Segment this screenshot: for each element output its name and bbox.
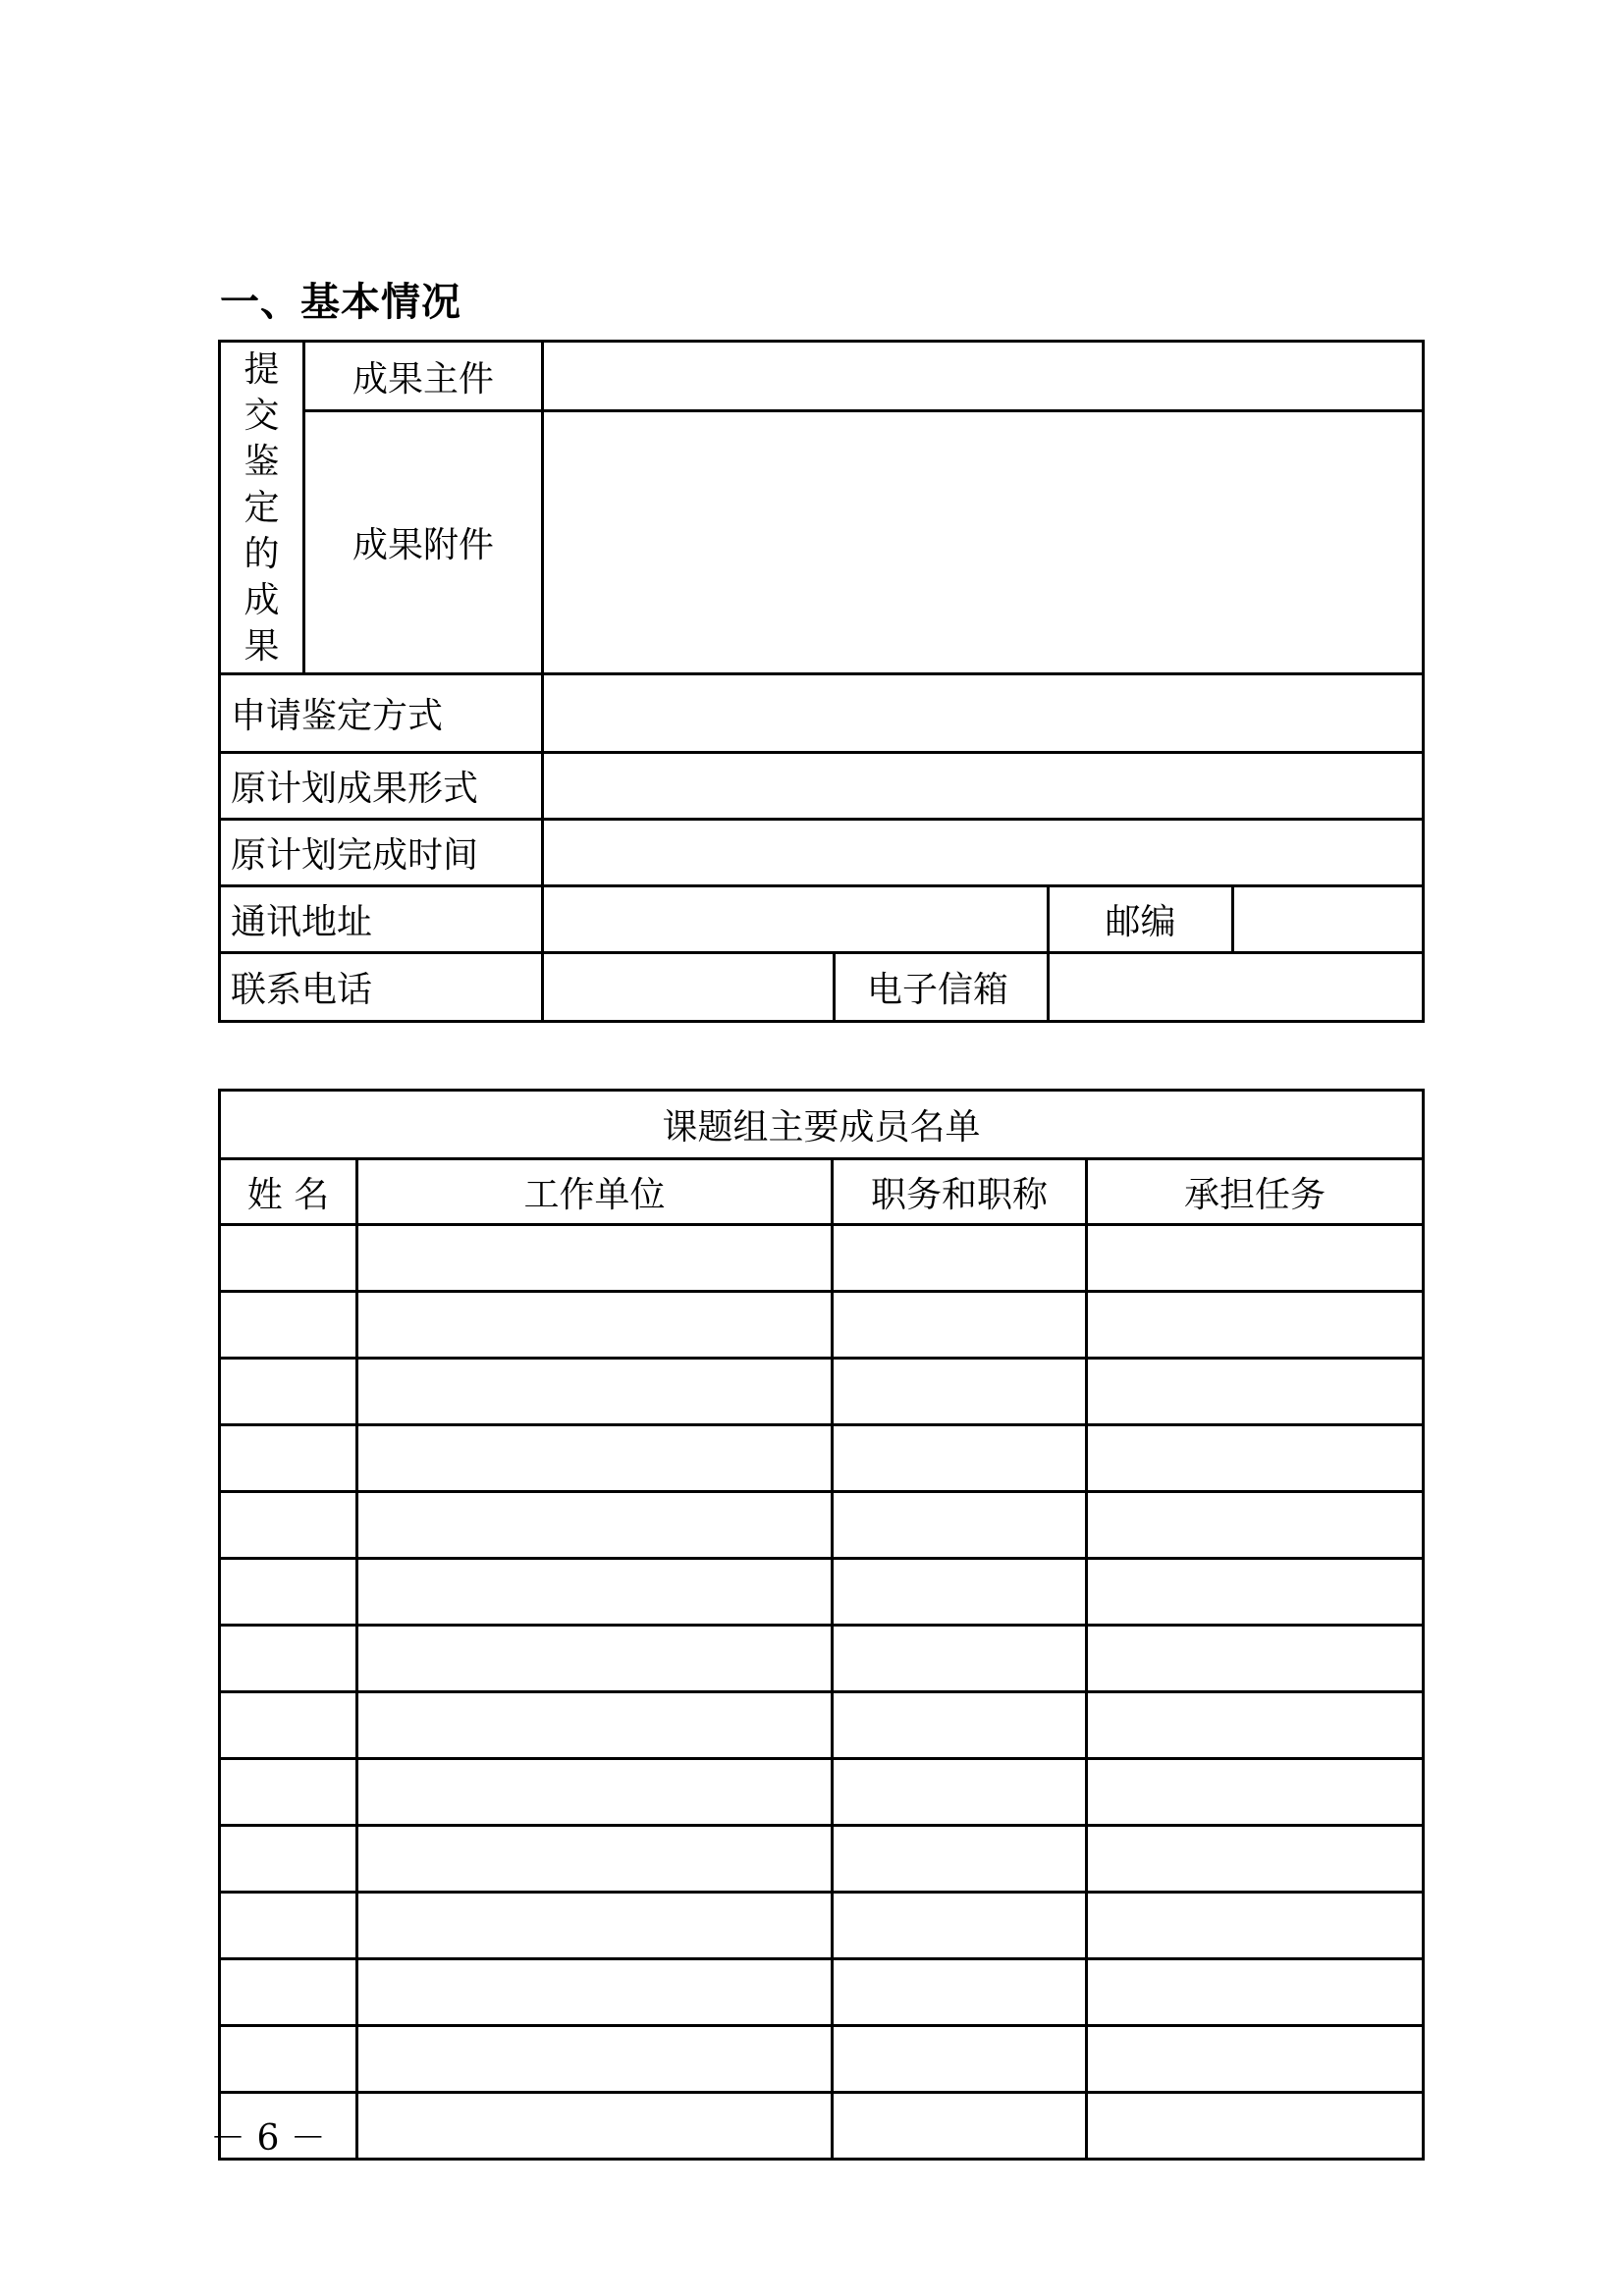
member-name-cell[interactable] bbox=[220, 1559, 357, 1626]
planned-time-field[interactable] bbox=[543, 820, 1424, 886]
member-name-cell[interactable] bbox=[220, 2026, 357, 2093]
main-result-field[interactable] bbox=[543, 342, 1424, 411]
planned-time-label: 原计划完成时间 bbox=[220, 820, 543, 886]
member-employer-cell[interactable] bbox=[357, 1692, 833, 1759]
table-row bbox=[220, 1759, 1424, 1826]
member-task-cell[interactable] bbox=[1087, 1826, 1424, 1893]
member-task-cell[interactable] bbox=[1087, 2026, 1424, 2093]
email-label: 电子信箱 bbox=[835, 953, 1049, 1022]
member-name-cell[interactable] bbox=[220, 1292, 357, 1359]
member-name-cell[interactable] bbox=[220, 1626, 357, 1692]
member-employer-cell[interactable] bbox=[357, 1626, 833, 1692]
attachment-field[interactable] bbox=[543, 411, 1424, 674]
member-task-cell[interactable] bbox=[1087, 1292, 1424, 1359]
header-task: 承担任务 bbox=[1087, 1159, 1424, 1225]
member-employer-cell[interactable] bbox=[357, 1559, 833, 1626]
member-position-cell[interactable] bbox=[833, 1292, 1087, 1359]
member-employer-cell[interactable] bbox=[357, 1492, 833, 1559]
appraisal-method-label: 申请鉴定方式 bbox=[220, 674, 543, 753]
member-employer-cell[interactable] bbox=[357, 1225, 833, 1292]
table-row bbox=[220, 1225, 1424, 1292]
phone-field[interactable] bbox=[543, 953, 835, 1022]
table-row bbox=[220, 2093, 1424, 2160]
table-row bbox=[220, 2026, 1424, 2093]
member-position-cell[interactable] bbox=[833, 1626, 1087, 1692]
member-task-cell[interactable] bbox=[1087, 1959, 1424, 2026]
email-field[interactable] bbox=[1049, 953, 1424, 1022]
member-task-cell[interactable] bbox=[1087, 1626, 1424, 1692]
member-position-cell[interactable] bbox=[833, 1359, 1087, 1425]
header-employer: 工作单位 bbox=[357, 1159, 833, 1225]
table-row bbox=[220, 1959, 1424, 2026]
member-position-cell[interactable] bbox=[833, 1893, 1087, 1959]
member-task-cell[interactable] bbox=[1087, 1692, 1424, 1759]
submitted-results-label: 提交鉴定的成果 bbox=[220, 342, 304, 674]
planned-form-field[interactable] bbox=[543, 753, 1424, 820]
member-name-cell[interactable] bbox=[220, 1826, 357, 1893]
member-task-cell[interactable] bbox=[1087, 1893, 1424, 1959]
table-row bbox=[220, 1359, 1424, 1425]
member-task-cell[interactable] bbox=[1087, 1759, 1424, 1826]
member-task-cell[interactable] bbox=[1087, 1225, 1424, 1292]
member-task-cell[interactable] bbox=[1087, 1359, 1424, 1425]
postcode-field[interactable] bbox=[1233, 886, 1424, 953]
member-position-cell[interactable] bbox=[833, 1559, 1087, 1626]
member-employer-cell[interactable] bbox=[357, 1292, 833, 1359]
table-row bbox=[220, 1292, 1424, 1359]
attachment-label: 成果附件 bbox=[304, 411, 543, 674]
members-title: 课题组主要成员名单 bbox=[220, 1091, 1424, 1159]
member-position-cell[interactable] bbox=[833, 1692, 1087, 1759]
member-position-cell[interactable] bbox=[833, 1225, 1087, 1292]
member-employer-cell[interactable] bbox=[357, 2093, 833, 2160]
header-position-title: 职务和职称 bbox=[833, 1159, 1087, 1225]
member-task-cell[interactable] bbox=[1087, 1559, 1424, 1626]
main-result-label: 成果主件 bbox=[304, 342, 543, 411]
member-task-cell[interactable] bbox=[1087, 1425, 1424, 1492]
members-rows bbox=[220, 1225, 1424, 2160]
planned-form-label: 原计划成果形式 bbox=[220, 753, 543, 820]
members-table bbox=[218, 1089, 1425, 2161]
member-name-cell[interactable] bbox=[220, 1225, 357, 1292]
member-position-cell[interactable] bbox=[833, 1959, 1087, 2026]
member-employer-cell[interactable] bbox=[357, 1759, 833, 1826]
member-task-cell[interactable] bbox=[1087, 2093, 1424, 2160]
appraisal-method-field[interactable] bbox=[543, 674, 1424, 753]
member-position-cell[interactable] bbox=[833, 2093, 1087, 2160]
header-name: 姓 名 bbox=[220, 1159, 357, 1225]
member-name-cell[interactable] bbox=[220, 1759, 357, 1826]
table-row bbox=[220, 1826, 1424, 1893]
member-name-cell[interactable] bbox=[220, 1893, 357, 1959]
member-position-cell[interactable] bbox=[833, 1492, 1087, 1559]
member-employer-cell[interactable] bbox=[357, 1826, 833, 1893]
member-position-cell[interactable] bbox=[833, 1826, 1087, 1893]
member-name-cell[interactable] bbox=[220, 1359, 357, 1425]
member-name-cell[interactable] bbox=[220, 1692, 357, 1759]
member-employer-cell[interactable] bbox=[357, 2026, 833, 2093]
table-row bbox=[220, 1425, 1424, 1492]
address-label: 通讯地址 bbox=[220, 886, 543, 953]
table-row bbox=[220, 1893, 1424, 1959]
member-employer-cell[interactable] bbox=[357, 1959, 833, 2026]
member-position-cell[interactable] bbox=[833, 1759, 1087, 1826]
member-employer-cell[interactable] bbox=[357, 1425, 833, 1492]
table-row bbox=[220, 1559, 1424, 1626]
member-name-cell[interactable] bbox=[220, 1959, 357, 2026]
member-employer-cell[interactable] bbox=[357, 1893, 833, 1959]
phone-label: 联系电话 bbox=[220, 953, 543, 1022]
member-position-cell[interactable] bbox=[833, 1425, 1087, 1492]
table-row bbox=[220, 1626, 1424, 1692]
member-name-cell[interactable] bbox=[220, 1425, 357, 1492]
section-heading: 一、基本情况 bbox=[220, 280, 461, 325]
table-row bbox=[220, 1492, 1424, 1559]
member-position-cell[interactable] bbox=[833, 2026, 1087, 2093]
postcode-label: 邮编 bbox=[1049, 886, 1233, 953]
table-row bbox=[220, 1692, 1424, 1759]
member-task-cell[interactable] bbox=[1087, 1492, 1424, 1559]
member-employer-cell[interactable] bbox=[357, 1359, 833, 1425]
basic-info-table bbox=[218, 340, 1425, 1023]
address-field[interactable] bbox=[543, 886, 1049, 953]
member-name-cell[interactable] bbox=[220, 1492, 357, 1559]
page-number: － 6 － bbox=[210, 2118, 326, 2159]
